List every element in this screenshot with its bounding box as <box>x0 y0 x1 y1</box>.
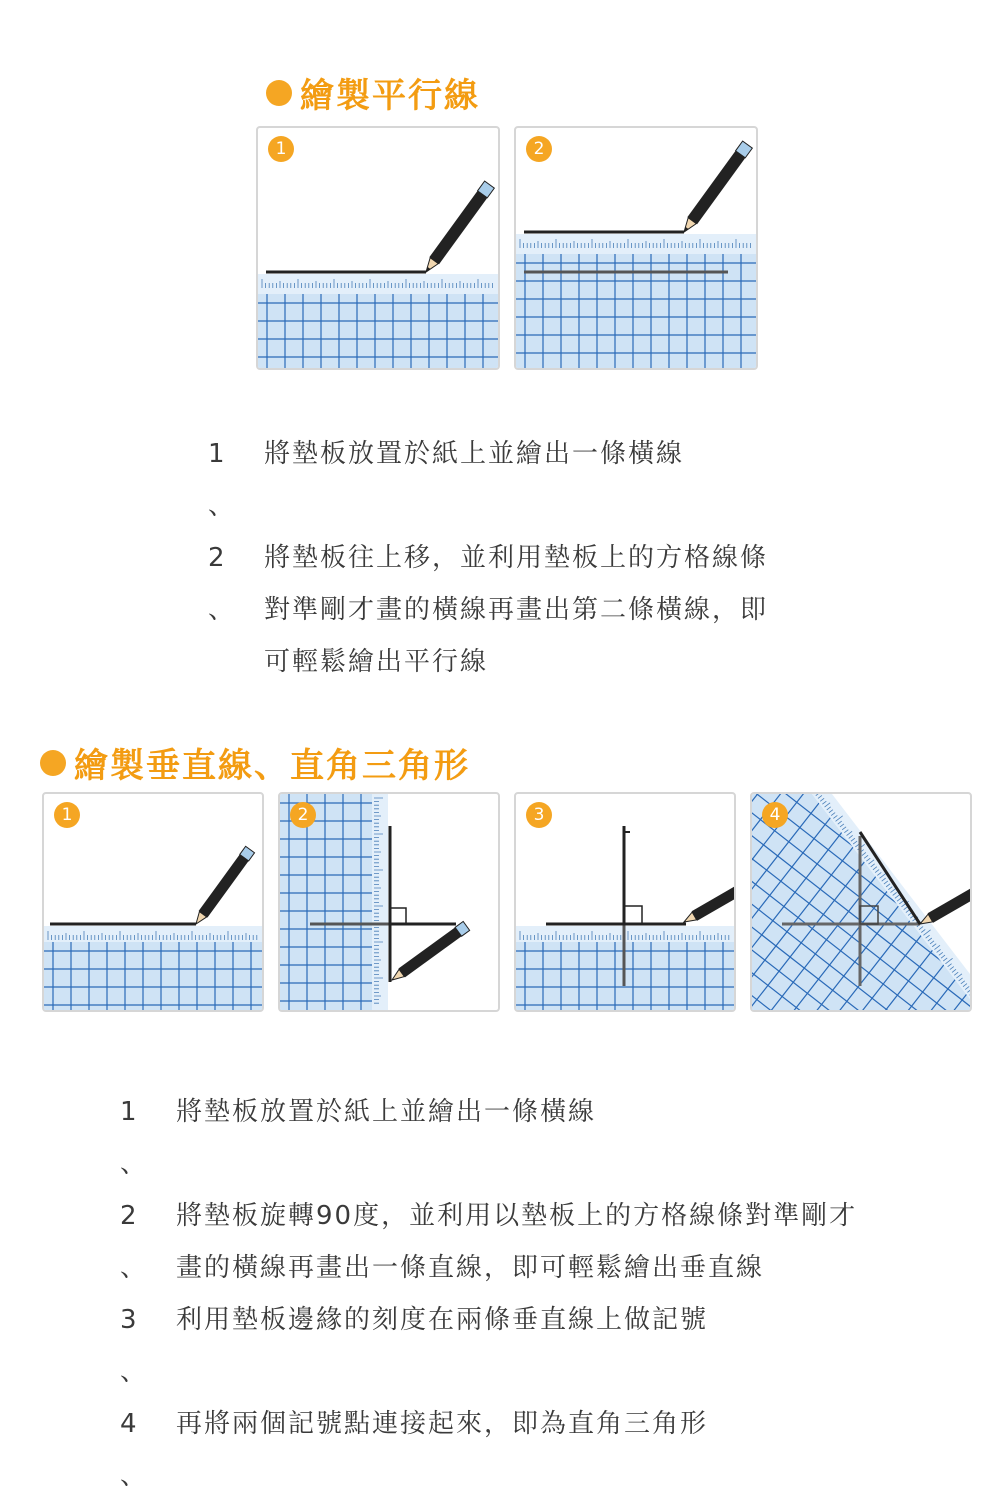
step-item: 1 、 將墊板放置於紙上並繪出一條橫線 <box>208 428 848 532</box>
section-title-perpendicular <box>40 738 470 787</box>
step-item: 2 、 將墊板往上移，並利用墊板上的方格線條 對準剛才畫的橫線再畫出第二條橫線，即 可輕鬆繪出平行線 <box>208 532 848 688</box>
step-badge: 4 <box>762 802 788 828</box>
bullet-dot <box>266 80 292 106</box>
diagram-panel-3 <box>514 792 736 1012</box>
pencil-icon <box>192 846 255 927</box>
step-item: 1 、 將墊板放置於紙上並繪出一條橫線 <box>120 1086 960 1190</box>
section-title-text: 繪製垂直線、直角三角形 <box>74 738 470 787</box>
pencil-icon <box>421 181 494 275</box>
step-item: 2 、 將墊板旋轉90度，並利用以墊板上的方格線條對準剛才 畫的橫線再畫出一條直線，即可輕鬆繪出垂直線 <box>120 1190 960 1294</box>
step-badge: 1 <box>54 802 80 828</box>
diagram-panel-4 <box>750 792 972 1012</box>
pencil-icon <box>389 921 470 984</box>
perpendicular-step1-illustration <box>44 794 262 1010</box>
diagram-panel-1 <box>42 792 264 1012</box>
step-badge: 1 <box>268 136 294 162</box>
perpendicular-step3-illustration <box>516 794 734 1010</box>
step-badge: 2 <box>526 136 552 162</box>
section-title-parallel <box>266 68 480 117</box>
step-item: 4 、 再將兩個記號點連接起來，即為直角三角形 <box>120 1398 960 1502</box>
parallel-step2-illustration <box>516 128 756 368</box>
parallel-steps <box>208 428 848 688</box>
pencil-icon <box>679 141 752 235</box>
pencil-icon <box>681 871 734 927</box>
diagram-panel-1 <box>256 126 500 370</box>
triangle-step4-illustration <box>752 794 970 1010</box>
diagram-panel-2 <box>514 126 758 370</box>
pencil-icon <box>917 873 970 929</box>
section-title-text: 繪製平行線 <box>300 68 480 117</box>
step-badge: 3 <box>526 802 552 828</box>
perpendicular-steps <box>120 1086 960 1502</box>
diagram-panel-2 <box>278 792 500 1012</box>
perpendicular-step2-illustration <box>280 794 498 1010</box>
parallel-step1-illustration <box>258 128 498 368</box>
bullet-dot <box>40 750 66 776</box>
step-badge: 2 <box>290 802 316 828</box>
step-item: 3 、 利用墊板邊緣的刻度在兩條垂直線上做記號 <box>120 1294 960 1398</box>
